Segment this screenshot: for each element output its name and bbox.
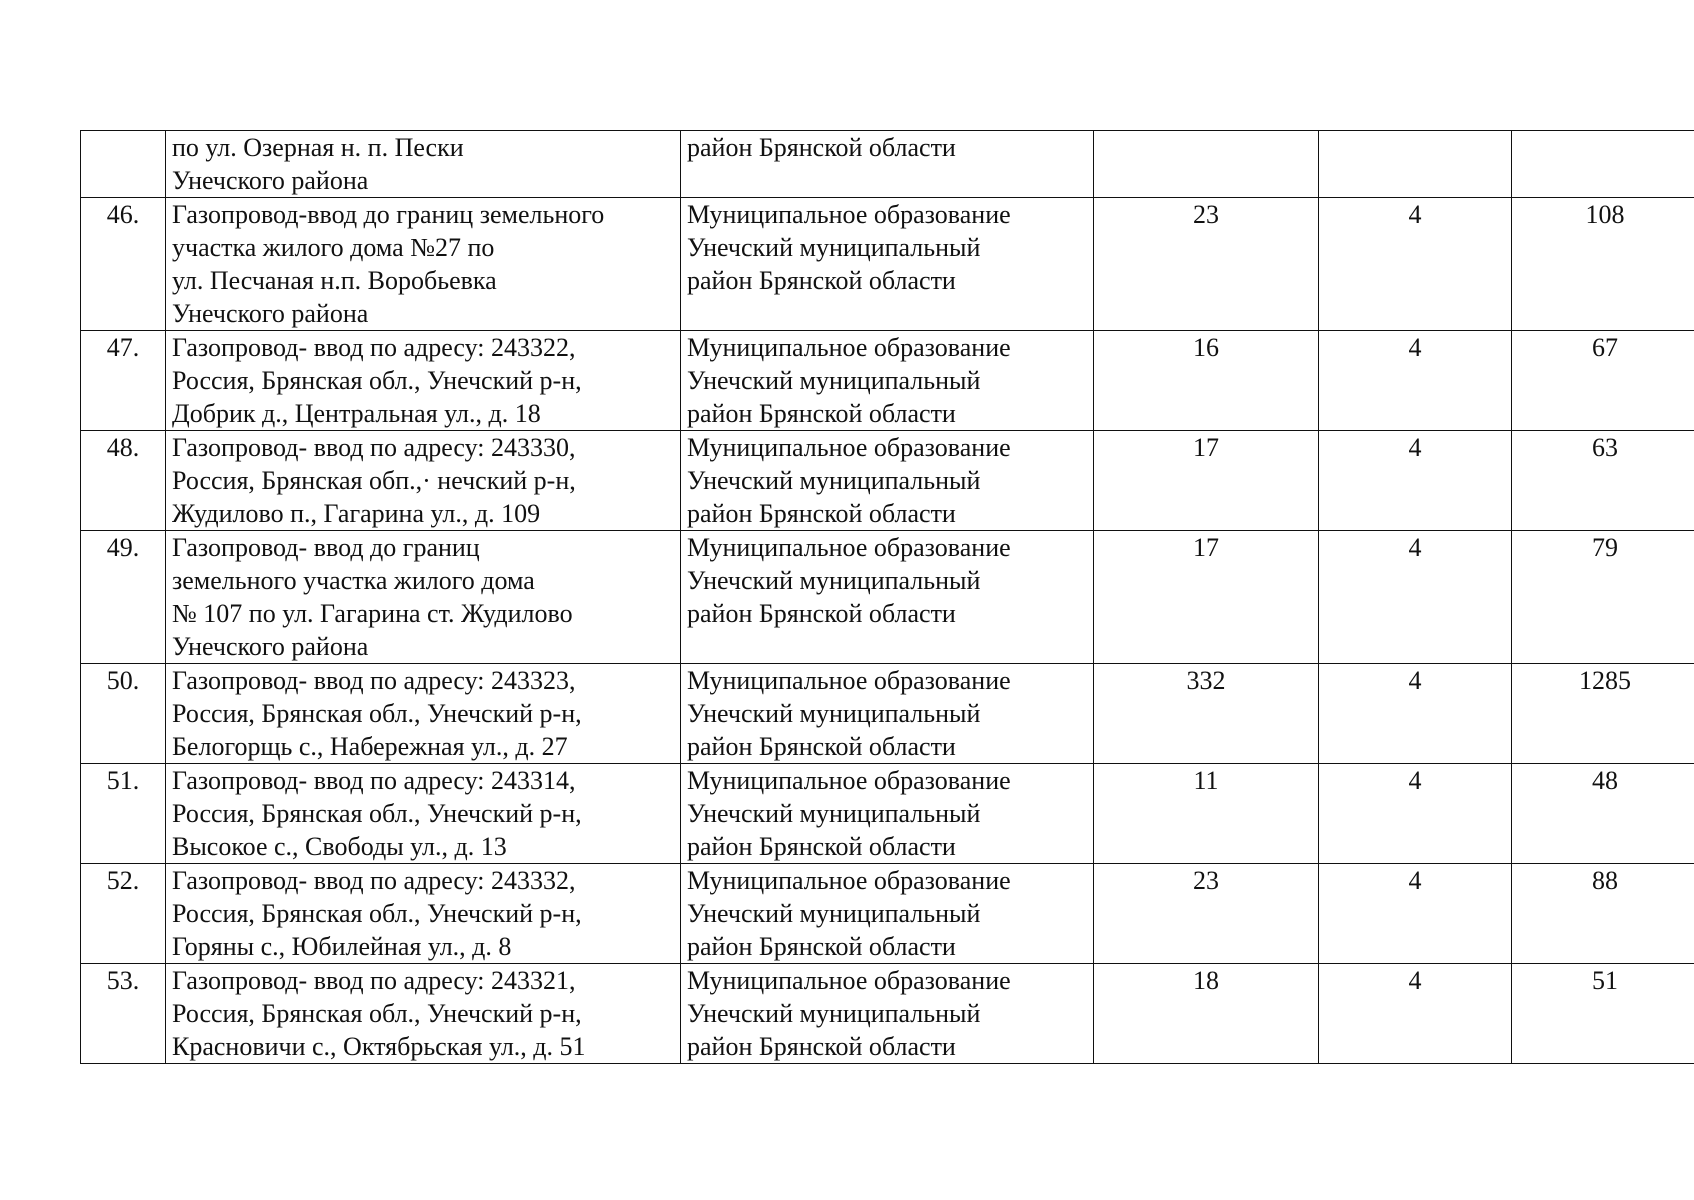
owner-line: район Брянской области	[687, 399, 956, 428]
table-row	[81, 964, 1694, 1064]
object-name-cell	[166, 764, 681, 864]
owner-line: Муниципальное образование	[687, 533, 1011, 562]
object-name-line: Унечского района	[172, 632, 369, 661]
object-name-line: № 107 по ул. Гагарина ст. Жудилово	[172, 599, 573, 628]
owner-line: Муниципальное образование	[687, 433, 1011, 462]
owner-line: район Брянской области	[687, 499, 956, 528]
table-row	[81, 764, 1694, 864]
row-number: 52.	[81, 864, 166, 964]
owner-line: район Брянской области	[687, 599, 956, 628]
table-row	[81, 198, 1694, 331]
owner-line: Муниципальное образование	[687, 200, 1011, 229]
object-name-line: Газопровод- ввод по адресу: 243332,	[172, 866, 576, 895]
value-a-cell: 17	[1094, 431, 1319, 531]
object-name-line: Высокое с., Свободы ул., д. 13	[172, 832, 507, 861]
object-name-line: участка жилого дома №27 по	[172, 233, 495, 262]
owner-cell	[681, 531, 1094, 664]
object-name-cell	[166, 964, 681, 1064]
value-c-cell: 63	[1512, 431, 1694, 531]
owner-cell	[681, 764, 1094, 864]
value-c-cell: 48	[1512, 764, 1694, 864]
owner-line: Унечский муниципальный	[687, 799, 981, 828]
object-name-line: Газопровод-ввод до границ земельного	[172, 200, 605, 229]
value-a-cell: 16	[1094, 331, 1319, 431]
object-name-cell	[166, 331, 681, 431]
row-number: 53.	[81, 964, 166, 1064]
value-a-cell: 11	[1094, 764, 1319, 864]
value-b-cell	[1319, 131, 1512, 198]
gas-pipeline-table	[80, 130, 1694, 1064]
table-row	[81, 131, 1694, 198]
owner-line: Унечский муниципальный	[687, 366, 981, 395]
table-body	[81, 131, 1694, 1064]
object-name-cell	[166, 131, 681, 198]
value-b-cell: 4	[1319, 664, 1512, 764]
value-c-cell: 51	[1512, 964, 1694, 1064]
row-number: 49.	[81, 531, 166, 664]
table-row	[81, 531, 1694, 664]
value-c-cell: 67	[1512, 331, 1694, 431]
owner-line: Муниципальное образование	[687, 966, 1011, 995]
value-c-cell: 108	[1512, 198, 1694, 331]
owner-line: Унечский муниципальный	[687, 999, 981, 1028]
value-b-cell: 4	[1319, 331, 1512, 431]
owner-line: Муниципальное образование	[687, 866, 1011, 895]
value-b-cell: 4	[1319, 431, 1512, 531]
owner-line: Унечский муниципальный	[687, 699, 981, 728]
object-name-line: Россия, Брянская обл., Унечский р-н,	[172, 999, 582, 1028]
owner-line: район Брянской области	[687, 732, 956, 761]
owner-cell	[681, 131, 1094, 198]
owner-line: Унечский муниципальный	[687, 899, 981, 928]
object-name-line: Газопровод- ввод по адресу: 243321,	[172, 966, 576, 995]
value-a-cell	[1094, 131, 1319, 198]
object-name-line: Добрик д., Центральная ул., д. 18	[172, 399, 541, 428]
object-name-line: Россия, Брянская обл., Унечский р-н,	[172, 799, 582, 828]
table-row	[81, 431, 1694, 531]
value-c-cell	[1512, 131, 1694, 198]
row-number: 47.	[81, 331, 166, 431]
owner-line: район Брянской области	[687, 133, 956, 162]
row-number: 46.	[81, 198, 166, 331]
owner-line: Муниципальное образование	[687, 766, 1011, 795]
row-number: 51.	[81, 764, 166, 864]
value-b-cell: 4	[1319, 964, 1512, 1064]
value-b-cell: 4	[1319, 531, 1512, 664]
object-name-cell	[166, 664, 681, 764]
owner-line: район Брянской области	[687, 266, 956, 295]
object-name-cell	[166, 864, 681, 964]
owner-cell	[681, 198, 1094, 331]
object-name-line: ул. Песчаная н.п. Воробьевка	[172, 266, 497, 295]
value-b-cell: 4	[1319, 764, 1512, 864]
object-name-line: Газопровод- ввод по адресу: 243314,	[172, 766, 576, 795]
table-row	[81, 664, 1694, 764]
owner-line: район Брянской области	[687, 1032, 956, 1061]
owner-cell	[681, 964, 1094, 1064]
owner-line: Унечский муниципальный	[687, 466, 981, 495]
value-a-cell: 18	[1094, 964, 1319, 1064]
value-a-cell: 23	[1094, 198, 1319, 331]
object-name-line: Россия, Брянская обл., Унечский р-н,	[172, 366, 582, 395]
value-a-cell: 23	[1094, 864, 1319, 964]
owner-line: Унечский муниципальный	[687, 566, 981, 595]
object-name-line: Унечского района	[172, 166, 369, 195]
value-c-cell: 88	[1512, 864, 1694, 964]
owner-cell	[681, 431, 1094, 531]
object-name-line: Газопровод- ввод до границ	[172, 533, 480, 562]
value-a-cell: 332	[1094, 664, 1319, 764]
table-row	[81, 331, 1694, 431]
object-name-line: Унечского района	[172, 299, 369, 328]
value-c-cell: 1285	[1512, 664, 1694, 764]
object-name-line: Газопровод- ввод по адресу: 243322,	[172, 333, 576, 362]
owner-line: район Брянской области	[687, 832, 956, 861]
object-name-line: по ул. Озерная н. п. Пески	[172, 133, 464, 162]
owner-line: район Брянской области	[687, 932, 956, 961]
row-number	[81, 131, 166, 198]
object-name-line: земельного участка жилого дома	[172, 566, 535, 595]
object-name-cell	[166, 431, 681, 531]
value-b-cell: 4	[1319, 864, 1512, 964]
owner-cell	[681, 664, 1094, 764]
row-number: 50.	[81, 664, 166, 764]
object-name-line: Россия, Брянская обл., Унечский р-н,	[172, 699, 582, 728]
owner-line: Унечский муниципальный	[687, 233, 981, 262]
object-name-cell	[166, 198, 681, 331]
object-name-line: Горяны с., Юбилейная ул., д. 8	[172, 932, 512, 961]
value-c-cell: 79	[1512, 531, 1694, 664]
object-name-line: Красновичи с., Октябрьская ул., д. 51	[172, 1032, 586, 1061]
row-number: 48.	[81, 431, 166, 531]
object-name-line: Жудилово п., Гагарина ул., д. 109	[172, 499, 541, 528]
owner-line: Муниципальное образование	[687, 666, 1011, 695]
object-name-line: Россия, Брянская обп.,· нечский р-н,	[172, 466, 576, 495]
owner-cell	[681, 864, 1094, 964]
value-a-cell: 17	[1094, 531, 1319, 664]
value-b-cell: 4	[1319, 198, 1512, 331]
table-row	[81, 864, 1694, 964]
owner-cell	[681, 331, 1094, 431]
object-name-line: Газопровод- ввод по адресу: 243330,	[172, 433, 576, 462]
object-name-line: Белогорщь с., Набережная ул., д. 27	[172, 732, 568, 761]
object-name-line: Газопровод- ввод по адресу: 243323,	[172, 666, 576, 695]
object-name-cell	[166, 531, 681, 664]
owner-line: Муниципальное образование	[687, 333, 1011, 362]
object-name-line: Россия, Брянская обл., Унечский р-н,	[172, 899, 582, 928]
